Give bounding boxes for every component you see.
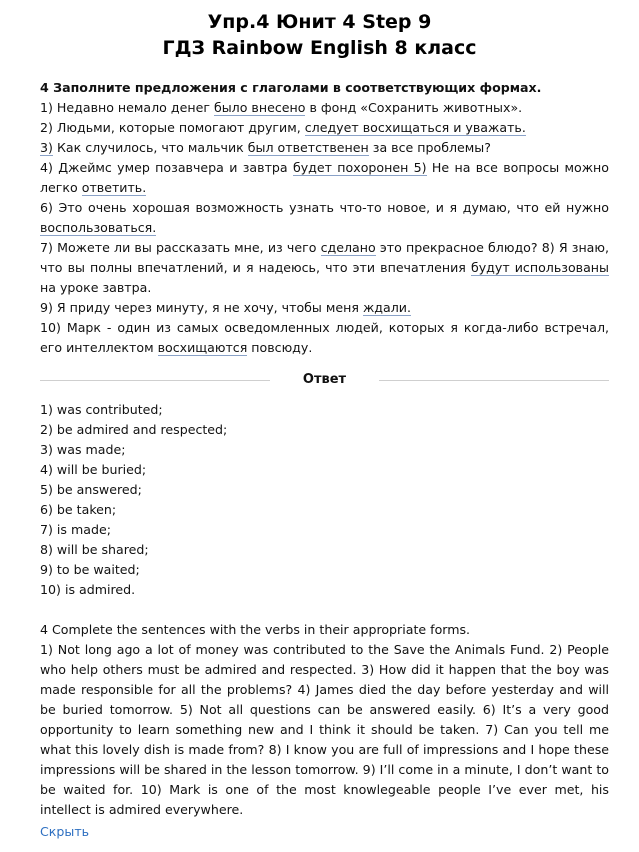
- text: 7) Можете ли вы рассказать мне, из чего: [40, 240, 321, 255]
- title-line-1: Упр.4 Юнит 4 Step 9: [207, 11, 432, 33]
- answer-item: 6) be taken;: [40, 502, 117, 517]
- answer-list: [40, 400, 227, 600]
- task-sentence-6: [40, 198, 609, 238]
- task-sentence-3: [40, 138, 609, 158]
- text: 6) Это очень хорошая возможность узнать что-то новое, и я думаю, что ей нужно: [40, 200, 609, 215]
- page-title: [0, 0, 639, 61]
- highlighted-phrase: следует восхищаться и уважать.: [304, 120, 526, 135]
- answer-item: 9) to be waited;: [40, 562, 140, 577]
- divider-line-right: [379, 380, 609, 381]
- task-sentence-10: [40, 318, 609, 358]
- task-heading: 4 Заполните предложения с глаголами в соответствующих формах.: [40, 80, 542, 95]
- highlighted-phrase: ждали.: [362, 300, 411, 315]
- text: 2) Людьми, которые помогают другим,: [40, 120, 305, 135]
- answer-item: 4) will be buried;: [40, 462, 147, 477]
- text: Не на все вопросы можно легко: [40, 160, 609, 195]
- text: 4) Джеймс умер позавчера и завтра: [40, 160, 293, 175]
- hide-link[interactable]: Скрыть: [40, 824, 90, 839]
- task-sentence-2: [40, 118, 609, 138]
- task-sentence-4: [40, 158, 609, 198]
- answer-item: 2) be admired and respected;: [40, 422, 228, 437]
- highlighted-phrase: будет похоронен 5): [292, 160, 427, 175]
- text: Как случилось, что мальчик: [52, 140, 248, 155]
- highlighted-phrase: было внесено: [213, 100, 306, 115]
- translation-body: 1) Not long ago a lot of money was contributed to the Save the Animals Fund. 2) People who help others must be admired and respected. 3) How did it happen that the boy was made responsible for all the problems? 4) James died the day before yesterday and will be buried tomorrow. 5) Not all questions can be answered easily. 6) It’s a very good opportunity to learn something new and I think it should be taken. 7) Can you tell me what this lovely dish is made from? 8) I know you are full of impressions and I hope these impressions will be shared in the lesson tomorrow. 9) I’ll come in a minute, I don’t want to be waited for. 10) Mark is one of the most knowlegeable people I’ve ever met, his intellect is admired everywhere.: [40, 642, 609, 817]
- answer-item: 3) was made;: [40, 442, 126, 457]
- text: в фонд «Сохранить животных».: [305, 100, 523, 115]
- highlighted-phrase: сделано: [320, 240, 376, 255]
- task-sentence-9: [40, 298, 609, 318]
- text: 1) Недавно немало денег: [40, 100, 214, 115]
- task-block: [40, 78, 609, 358]
- highlighted-phrase: восхищаются: [157, 340, 248, 355]
- translation-heading: 4 Complete the sentences with the verbs in their appropriate forms.: [40, 622, 471, 637]
- answer-heading: Ответ: [302, 372, 347, 387]
- text: это прекрасное блюдо? 8) Я знаю, что вы полны впечатлений, и я надеюсь, что эти впечатления: [40, 240, 609, 275]
- highlighted-phrase: будут использованы: [470, 260, 609, 275]
- translation-block: [40, 620, 609, 820]
- highlighted-phrase: 3): [40, 140, 53, 155]
- highlighted-phrase: ответить.: [81, 180, 147, 195]
- highlighted-phrase: воспользоваться.: [40, 220, 157, 235]
- text: 10) Марк - один из самых осведомленных людей, которых я когда-либо встречал, его интеллектом: [40, 320, 609, 355]
- answer-item: 8) will be shared;: [40, 542, 149, 557]
- task-sentence-7: [40, 238, 609, 298]
- text: за все проблемы?: [368, 140, 491, 155]
- title-line-2: ГДЗ Rainbow English 8 класс: [162, 37, 477, 59]
- text: повсюду.: [247, 340, 313, 355]
- text: на уроке завтра.: [40, 280, 152, 295]
- answer-item: 7) is made;: [40, 522, 111, 537]
- text: 9) Я приду через минуту, я не хочу, чтобы меня: [40, 300, 363, 315]
- answer-divider: [40, 370, 609, 390]
- highlighted-phrase: был ответственен: [247, 140, 369, 155]
- answer-item: 5) be answered;: [40, 482, 142, 497]
- task-sentence-1: [40, 98, 609, 118]
- answer-item: 10) is admired.: [40, 582, 136, 597]
- answer-item: 1) was contributed;: [40, 402, 163, 417]
